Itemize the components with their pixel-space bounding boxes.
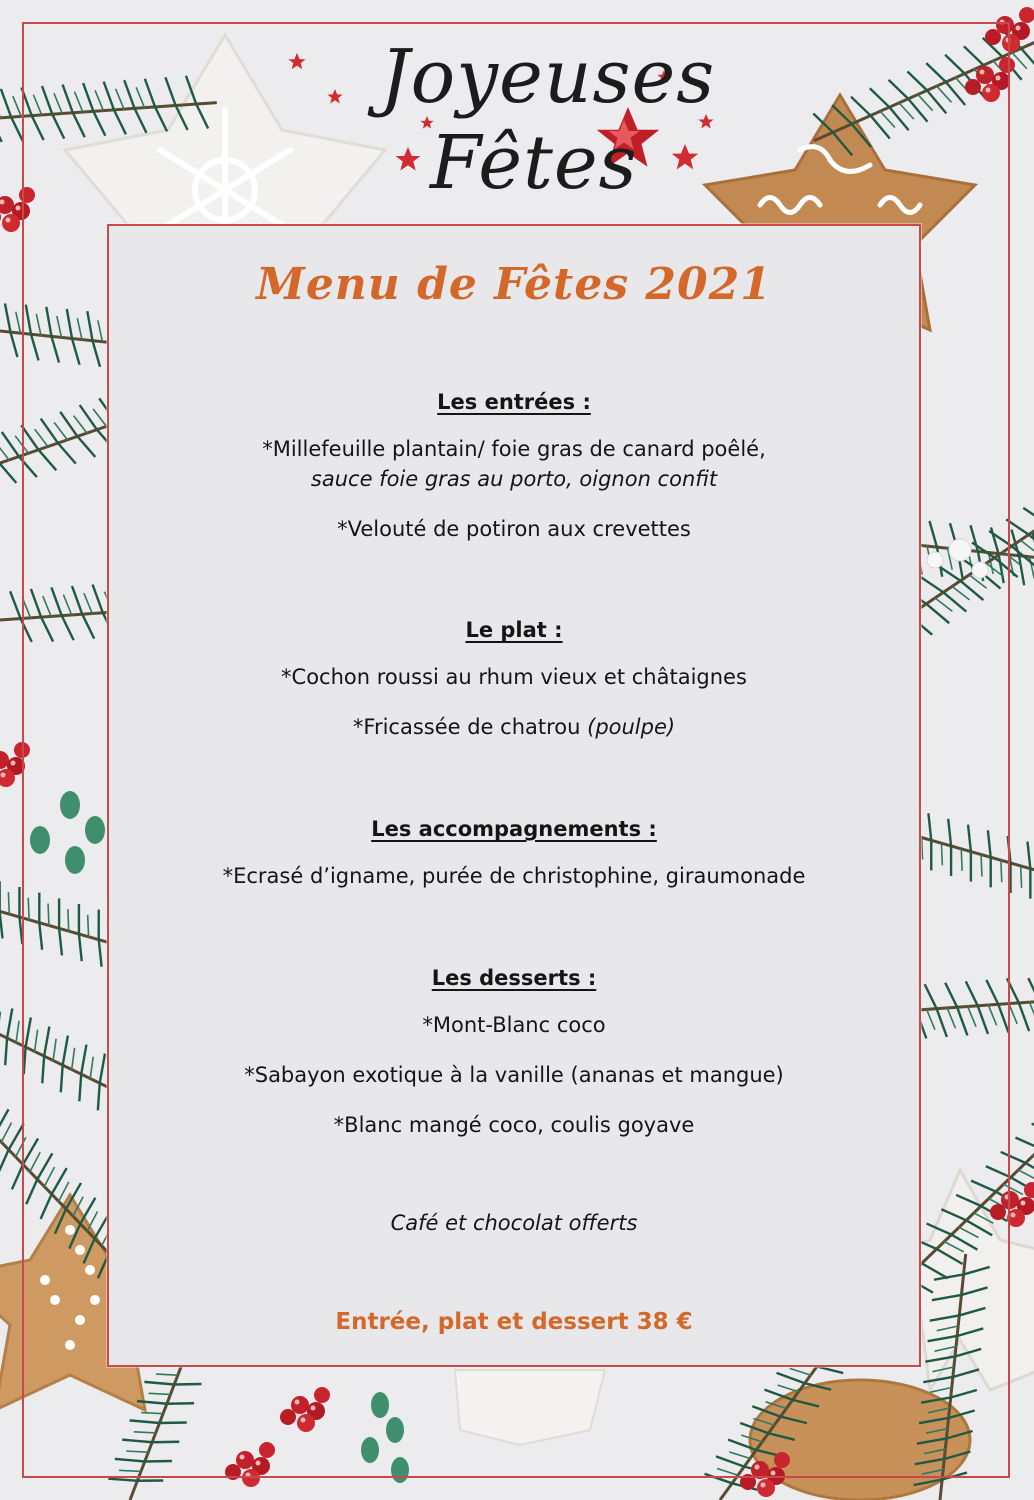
section-accompagnements [109,817,919,911]
section-entrees [109,390,919,564]
section-heading: Les accompagnements : [371,817,657,841]
menu-item: *Velouté de potiron aux crevettes [337,517,691,541]
menu-card [107,224,921,1367]
menu-item-text: *Millefeuille plantain/ foie gras de canard poêlé, [262,437,766,461]
section-heading: Le plat : [465,618,563,642]
section-plat [109,618,919,762]
menu-note: Café et chocolat offerts [390,1211,638,1235]
menu-item: *Blanc mangé coco, coulis goyave [333,1113,695,1137]
greeting-heading [360,20,716,220]
menu-item [109,434,919,494]
greeting-line-1: Joyeuses [380,34,716,120]
greeting-line-2: Fêtes [430,120,638,206]
section-heading: Les desserts : [431,966,597,990]
menu-item: *Cochon roussi au rhum vieux et châtaignes [281,665,747,689]
menu-title: Menu de Fêtes 2021 [256,259,772,310]
menu-item-subtext: sauce foie gras au porto, oignon confit [310,467,718,491]
menu-item-italic: (poulpe) [587,715,676,739]
menu-price: Entrée, plat et dessert 38 € [335,1309,693,1335]
menu-item: *Sabayon exotique à la vanille (ananas et mangue) [244,1063,784,1087]
section-heading: Les entrées : [437,390,591,414]
menu-item-text: *Fricassée de chatrou [352,715,588,739]
menu-item [109,712,919,742]
menu-item: *Ecrasé d’igname, purée de christophine, giraumonade [222,864,806,888]
menu-item: *Mont-Blanc coco [422,1013,606,1037]
section-desserts [109,966,919,1160]
